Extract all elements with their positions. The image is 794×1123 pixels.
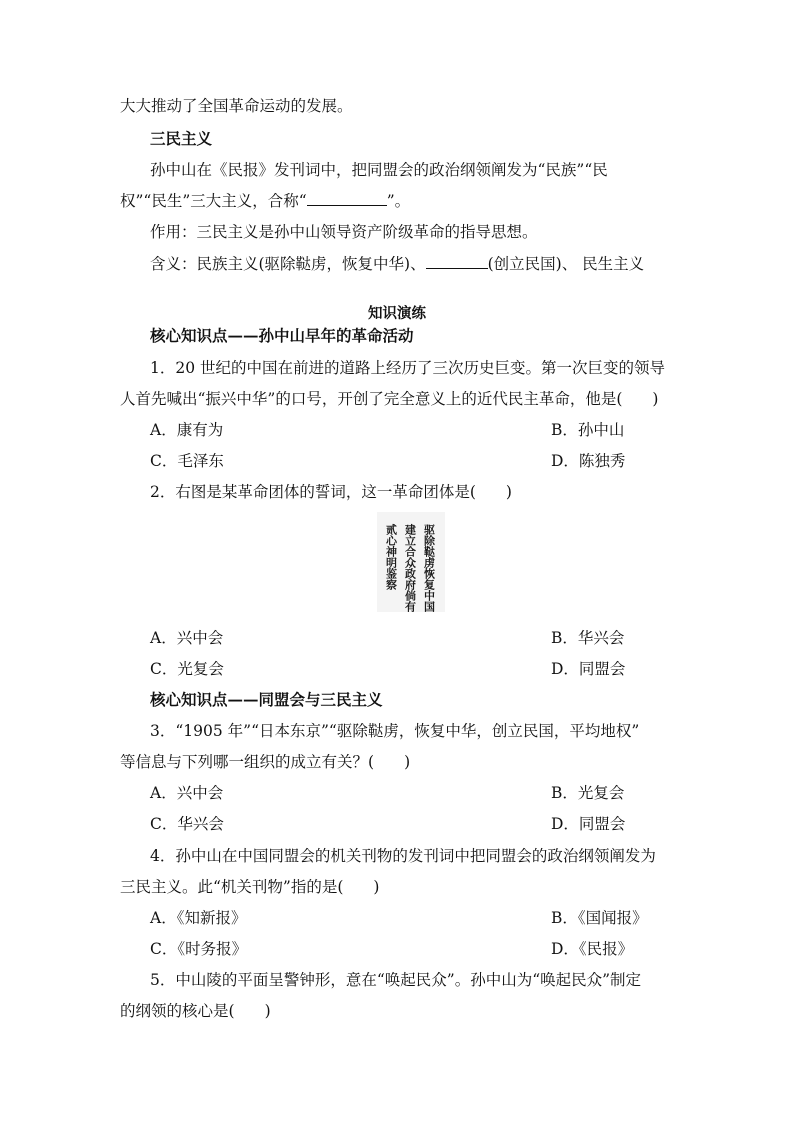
option-a[interactable]: A．兴中会 [150,629,224,647]
option-d[interactable]: D．同盟会 [551,660,626,678]
paren-close: ) [505,483,512,501]
option-a[interactable]: A．兴中会 [150,784,224,802]
option-c[interactable]: C．华兴会 [150,815,224,833]
question-4-line [120,877,379,897]
question-3-line [120,752,410,772]
option-c[interactable]: C．《时务报》 [150,940,248,958]
role-line: 作用：三民主义是孙中山领导资产阶级革命的指导思想。 [150,223,538,241]
paragraph-text: ”。 [386,192,411,210]
meaning-text: 含义：民族主义(驱除鞑虏，恢复中华)、 [150,255,426,273]
answer-blank[interactable] [426,254,488,269]
section-title: 知识演练 [368,305,426,322]
question-5-line [120,1001,271,1021]
paren-close: ) [264,1002,271,1020]
question-1-line [120,389,658,409]
option-b[interactable]: B．孙中山 [551,421,625,439]
option-c[interactable]: C．毛泽东 [150,452,224,470]
option-b[interactable]: B．光复会 [551,784,625,802]
option-d[interactable]: D．同盟会 [551,815,626,833]
option-a[interactable]: A．康有为 [150,421,224,439]
answer-blank[interactable] [307,191,387,206]
paren-close: ) [652,390,659,408]
oath-column-3: 贰心神明鉴察 [384,524,398,590]
option-a[interactable]: A．《知新报》 [150,909,247,927]
oath-column-1: 驱除鞑虏恢复中国 [422,524,436,612]
meaning-text: (创立民国)、 民生主义 [487,255,645,273]
knowledge-point-heading: 核心知识点——孙中山早年的革命活动 [150,326,414,345]
question-text: 2．右图是某革命团体的誓词，这一革命团体是( [150,483,476,501]
question-3-line: 3．“1905 年”“日本东京”“驱除鞑虏，恢复中华，创立民国，平均地权” [150,722,640,740]
option-b[interactable]: B．《国闻报》 [551,909,648,927]
question-text: 的纲领的核心是( [120,1002,235,1020]
option-b[interactable]: B．华兴会 [551,629,625,647]
paragraph-line: 孙中山在《民报》发刊词中，把同盟会的政治纲领阐发为“民族”“民 [150,161,608,179]
question-5-line: 5．中山陵的平面呈警钟形，意在“唤起民众”。孙中山为“唤起民众”制定 [150,971,642,989]
question-2-line [150,482,512,502]
oath-calligraphy-image [377,512,445,612]
section-heading-sanmin: 三民主义 [150,129,213,148]
question-text: 三民主义。此“机关刊物”指的是( [120,878,344,896]
paragraph-line [120,191,410,211]
question-text: 等信息与下列哪一组织的成立有关？( [120,753,375,771]
paragraph-text: 权”“民生”三大主义，合称“ [120,192,307,210]
knowledge-point-heading: 核心知识点——同盟会与三民主义 [150,690,383,709]
question-text: 人首先喊出“振兴中华”的口号，开创了完全意义上的近代民主革命，他是( [120,390,623,408]
option-c[interactable]: C．光复会 [150,660,224,678]
option-d[interactable]: D．《民报》 [551,940,634,958]
intro-line: 大大推动了全国革命运动的发展。 [120,97,353,115]
paren-close: ) [373,878,380,896]
option-d[interactable]: D．陈独秀 [551,452,626,470]
oath-column-2: 建立合众政府倘有 [403,524,417,612]
question-4-line: 4．孙中山在中国同盟会的机关刊物的发刊词中把同盟会的政治纲领阐发为 [150,847,656,865]
meaning-line [150,254,644,274]
paren-close: ) [404,753,411,771]
question-1-line: 1．20 世纪的中国在前进的道路上经历了三次历史巨变。第一次巨变的领导 [150,359,666,377]
